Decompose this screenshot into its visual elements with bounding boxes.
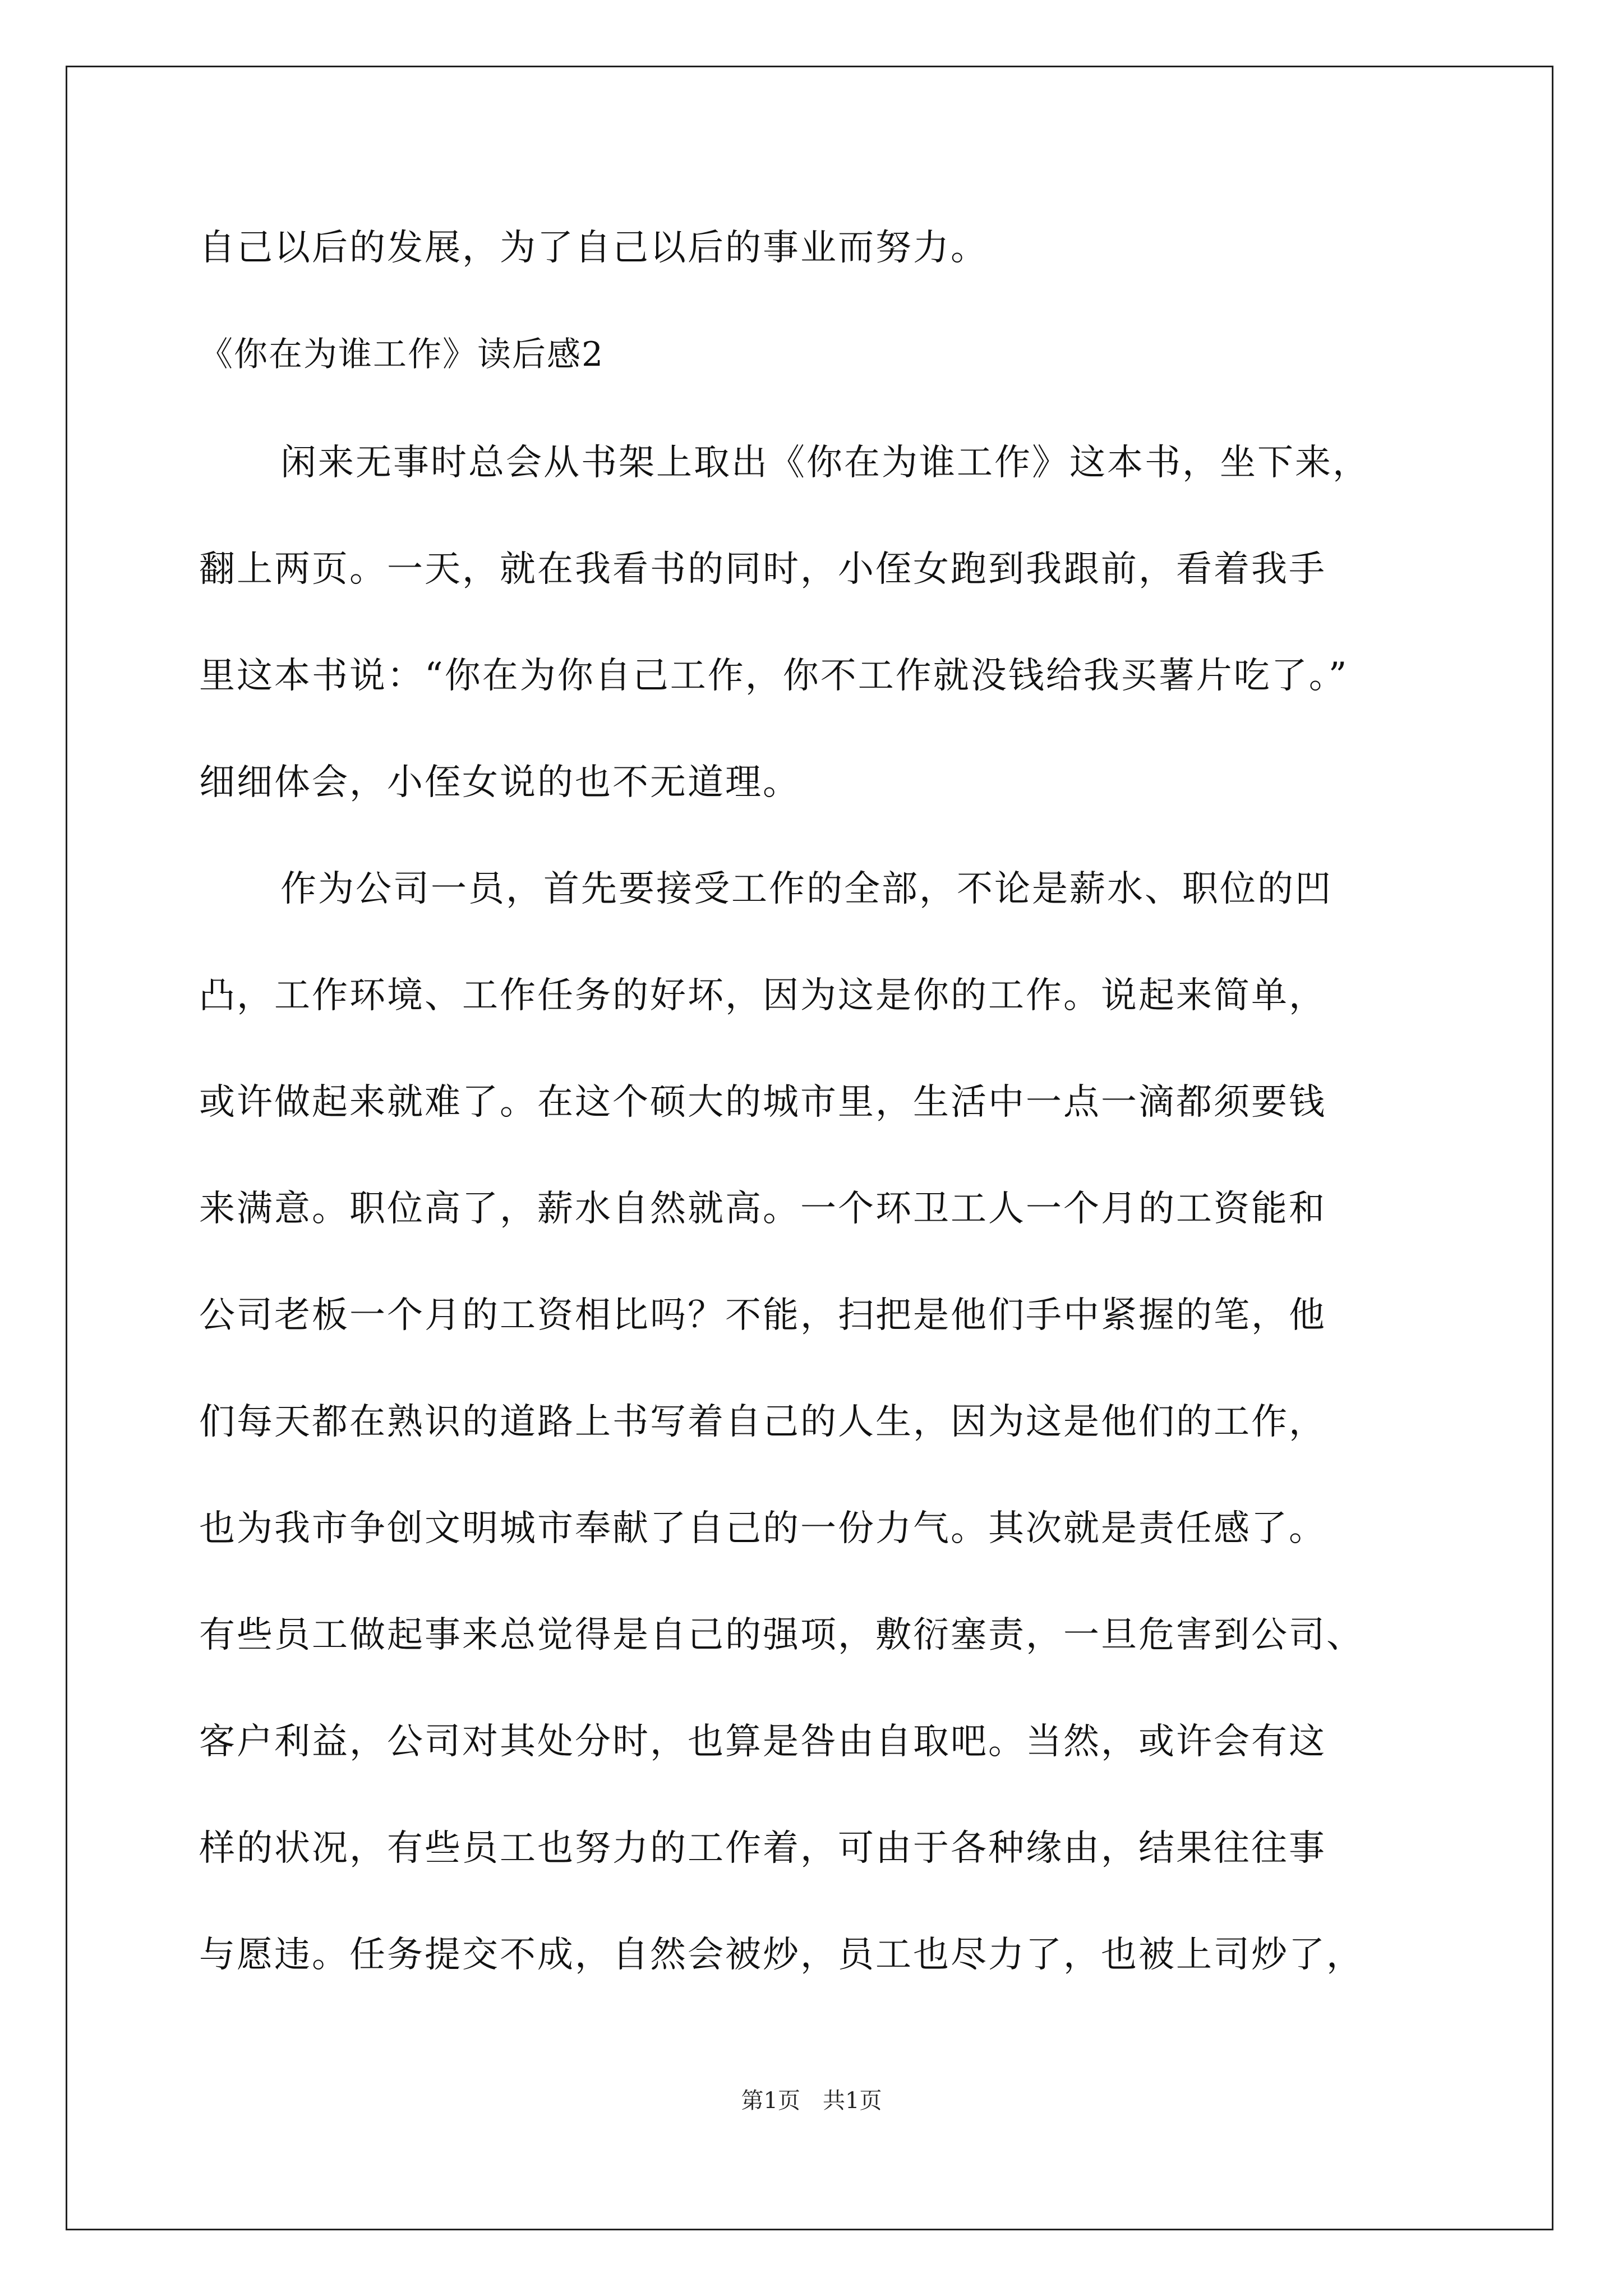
text-line-6: 细细体会，小侄女说的也不无道理。 — [199, 762, 800, 803]
text-line-8: 凸，工作环境、工作任务的好坏，因为这是你的工作。说起来简单， — [199, 975, 1326, 1016]
text-line-7: 作为公司一员，首先要接受工作的全部，不论是薪水、职位的凹 — [280, 868, 1332, 910]
text-line-1: 自己以后的发展，为了自己以后的事业而努力。 — [199, 227, 988, 269]
text-line-10: 来满意。职位高了，薪水自然就高。一个环卫工人一个月的工资能和 — [199, 1188, 1326, 1230]
page-border — [66, 66, 1553, 2230]
text-line-4: 翻上两页。一天，就在我看书的同时，小侄女跑到我跟前，看着我手 — [199, 549, 1326, 590]
section-heading: 《你在为谁工作》读后感2 — [199, 335, 605, 374]
text-line-14: 有些员工做起事来总觉得是自己的强项，敷衍塞责，一旦危害到公司、 — [199, 1614, 1364, 1656]
text-line-5: 里这本书说：“你在为你自己工作，你不工作就没钱给我买薯片吃了。” — [199, 655, 1349, 697]
text-line-13: 也为我市争创文明城市奉献了自己的一份力气。其次就是责任感了。 — [199, 1508, 1326, 1549]
text-line-16: 样的状况，有些员工也努力的工作着，可由于各种缘由，结果往往事 — [199, 1828, 1326, 1869]
text-line-12: 们每天都在熟识的道路上书写着自己的人生，因为这是他们的工作， — [199, 1401, 1326, 1443]
text-line-17: 与愿违。任务提交不成，自然会被炒，员工也尽力了，也被上司炒了， — [199, 1934, 1364, 1976]
text-line-9: 或许做起来就难了。在这个硕大的城市里，生活中一点一滴都须要钱 — [199, 1082, 1326, 1123]
page-footer: 第1页 共1页 — [741, 2088, 882, 2114]
text-line-3: 闲来无事时总会从书架上取出《你在为谁工作》这本书，坐下来， — [280, 442, 1370, 484]
text-line-11: 公司老板一个月的工资相比吗？不能，扫把是他们手中紧握的笔，他 — [199, 1295, 1326, 1336]
text-line-15: 客户利益，公司对其处分时，也算是咎由自取吧。当然，或许会有这 — [199, 1721, 1326, 1763]
